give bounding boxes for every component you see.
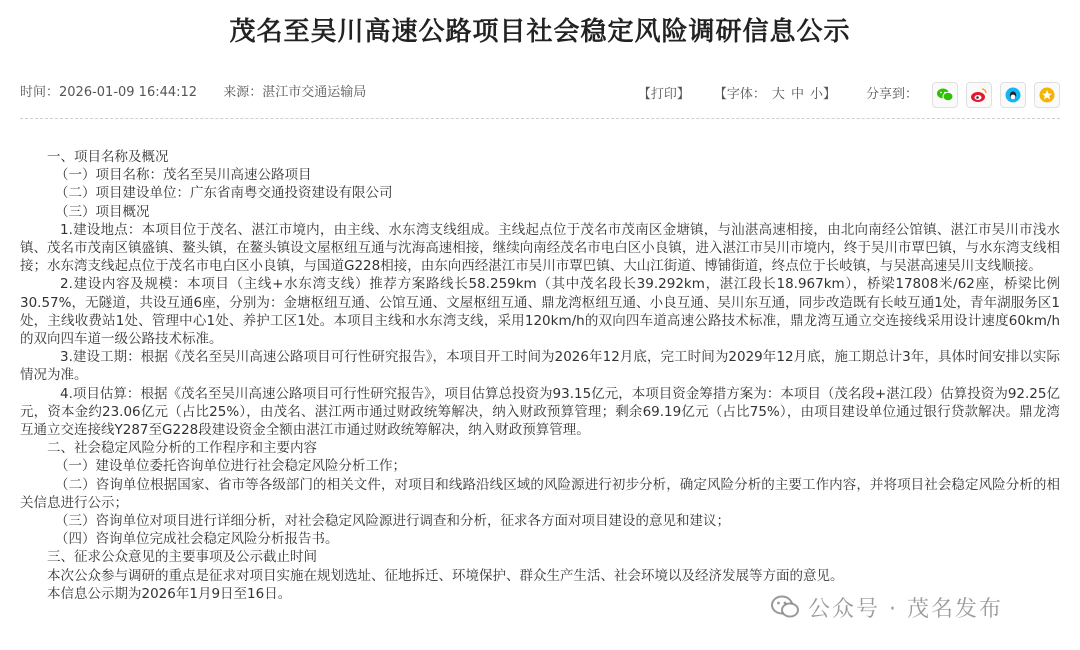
section-heading: 二、社会稳定风险分析的工作程序和主要内容	[47, 440, 317, 457]
paragraph: 3.建设工期：根据《茂名至吴川高速公路项目可行性研究报告》，本项目开工时间为2026年12月底，完工时间为2029年12月底，施工期总计3年，具体时间安排以实际情况为准。	[20, 349, 1060, 384]
publish-time: 时间：2026-01-09 16:44:12	[20, 85, 198, 100]
paragraph: （一）项目名称：茂名至吴川高速公路项目	[55, 167, 312, 184]
wechat-official-account-icon	[770, 594, 800, 620]
paragraph: （四）咨询单位完成社会稳定风险分析报告书。	[55, 531, 339, 548]
font-size-label: 【字体：	[713, 87, 766, 102]
section-heading: 一、项目名称及概况	[47, 149, 169, 165]
wechat-icon	[936, 87, 954, 103]
share-qzone-button[interactable]	[1034, 82, 1060, 108]
paragraph: 4.项目估算：根据《茂名至吴川高速公路项目可行性研究报告》，项目估算总投资为93.15亿元，本项目资金筹措方案为：本项目（茂名段+湛江段）估算投资为92.25亿元，资本金约23.06亿元（占比25%），由茂名、湛江两市通过财政统筹解决，纳入财政预算管理；剩余69.19亿元（占比75%），由项目建设单位通过银行贷款解决。鼎龙湾互通立交连接线Y287至G228段建设资金全额由湛江市通过财政统筹解决，纳入财政预算管理。	[20, 385, 1060, 439]
font-size-close: 】	[822, 87, 836, 102]
paragraph: （一）建设单位委托咨询单位进行社会稳定风险分析工作；	[55, 458, 406, 475]
paragraph: （二）项目建设单位：广东省南粤交通投资建设有限公司	[55, 185, 393, 202]
paragraph: （二）咨询单位根据国家、省市等各级部门的相关文件，对项目和线路沿线区域的风险源进行初步分析，确定风险分析的主要工作内容，并将项目社会稳定风险分析的相关信息进行公示；	[20, 476, 1060, 511]
paragraph: 本信息公示期为2026年1月9日至16日。	[47, 585, 292, 602]
header-divider	[20, 118, 1060, 119]
article-body	[20, 148, 1060, 603]
share-wechat-button[interactable]	[932, 82, 958, 108]
watermark	[770, 590, 1003, 624]
qq-icon	[1005, 87, 1021, 103]
share-label: 分享到：	[865, 87, 918, 102]
paragraph: 2.建设内容及规模：本项目（主线+水东湾支线）推荐方案路线长58.259km（其中茂名段长39.292km，湛江段长18.967km），桥梁17808米/62座，桥梁比例30.57%，无隧道，共设互通6座，分别为：金塘枢纽互通、公馆互通、文屋枢纽互通、鼎龙湾枢纽互通、小良互通、吴川东互通，同步改造既有长岐互通1处，青年湖服务区1处，主线收费站1处、管理中心1处、养护工区1处。本项目主线和水东湾支线，采用120km/h的双向四车道高速公路技术标准，鼎龙湾互通立交连接线采用设计速度60km/h的双向四车道一级公路技术标准。	[20, 276, 1060, 348]
qzone-icon	[1039, 87, 1055, 103]
paragraph: 本次公众参与调研的重点是征求对项目实施在规划选址、征地拆迁、环境保护、群众生产生活、社会环境以及经济发展等方面的意见。	[47, 567, 844, 584]
share-qq-button[interactable]	[1000, 82, 1026, 108]
paragraph: （三）项目概况	[55, 203, 150, 220]
font-medium-button[interactable]: 中	[790, 87, 804, 102]
meta-right	[638, 82, 1060, 108]
page-title: 茂名至吴川高速公路项目社会稳定风险调研信息公示	[229, 17, 851, 47]
source: 来源：湛江市交通运输局	[223, 85, 367, 100]
font-small-button[interactable]: 小	[809, 87, 823, 102]
watermark-text: 公众号 · 茂名发布	[808, 596, 1003, 622]
paragraph: 1.建设地点：本项目位于茂名、湛江市境内，由主线、水东湾支线组成。主线起点位于茂名市茂南区金塘镇，与汕湛高速相接，由北向南经公馆镇、湛江市吴川市浅水镇、茂名市茂南区镇盛镇、鳌头镇，在鳌头镇设文屋枢纽互通与沈海高速相接，继续向南经茂名市电白区小良镇，进入湛江市吴川市境内，终于吴川市覃巴镇，与水东湾支线相接；水东湾支线起点位于茂名市电白区小良镇，与国道G228相接，由东向西经湛江市吴川市覃巴镇、大山江街道、博铺街道，终点位于长岐镇，与吴湛高速吴川支线顺接。	[20, 221, 1060, 275]
weibo-icon	[970, 87, 988, 103]
paragraph: （三）咨询单位对项目进行详细分析，对社会稳定风险源进行调查和分析，征求各方面对项目建设的意见和建议；	[55, 513, 730, 530]
print-button[interactable]: 【打印】	[637, 87, 690, 102]
section-heading: 三、征求公众意见的主要事项及公示截止时间	[47, 549, 317, 566]
share-weibo-button[interactable]	[966, 82, 992, 108]
font-large-button[interactable]: 大	[771, 87, 785, 102]
article-meta	[20, 82, 1060, 104]
